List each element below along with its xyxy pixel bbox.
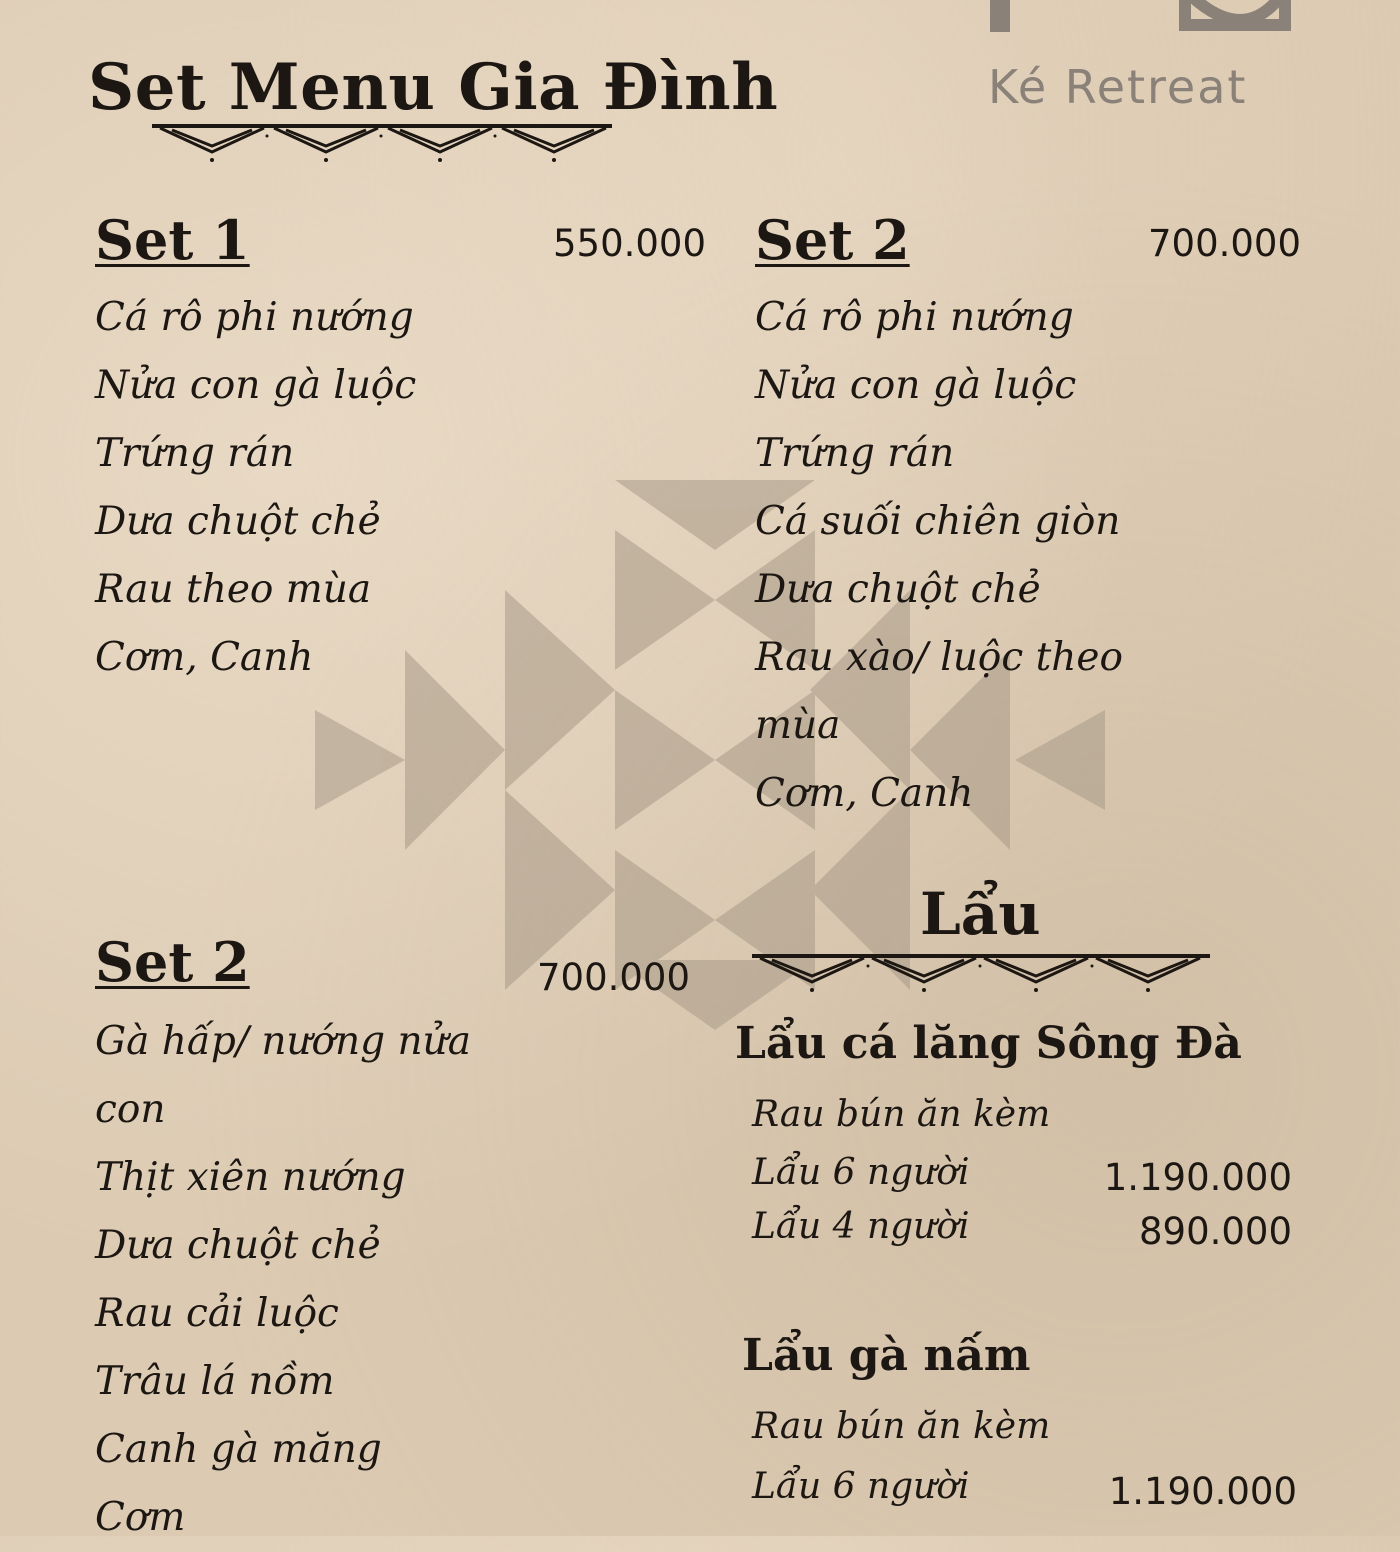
list-item: Rau xào/ luộc theo xyxy=(755,635,1123,680)
tribal-border-lau xyxy=(752,952,1210,998)
list-item: Dưa chuột chẻ xyxy=(95,1223,381,1268)
list-item: Rau cải luộc xyxy=(95,1291,339,1336)
lau-option-price: 1.190.000 xyxy=(1103,1156,1292,1199)
lau-option-label: Lẩu 4 người xyxy=(752,1206,970,1247)
set-1-items xyxy=(95,284,416,692)
list-item: Trứng rán xyxy=(755,431,955,476)
lau-option-row xyxy=(752,1466,1297,1520)
list-item: Cá suối chiên giòn xyxy=(755,499,1121,544)
list-item: Cơm, Canh xyxy=(95,635,314,680)
list-item: con xyxy=(95,1087,166,1132)
set-1-section xyxy=(95,208,250,272)
list-item: Dưa chuột chẻ xyxy=(755,567,1041,612)
tribal-border-title xyxy=(152,122,612,168)
list-item: Nửa con gà luộc xyxy=(95,363,417,408)
lau-option-label: Lẩu 6 người xyxy=(752,1466,970,1507)
set-1-price: 550.000 xyxy=(553,222,707,265)
ke-retreat-logo-icon xyxy=(985,0,1295,42)
lau-option-row xyxy=(752,1152,1292,1206)
list-item: Trâu lá nồm xyxy=(95,1359,335,1404)
lau-option-price: 890.000 xyxy=(1138,1210,1292,1253)
set-2-section xyxy=(755,208,910,272)
list-item: Canh gà măng xyxy=(95,1427,382,1472)
lau-option-label: Lẩu 6 người xyxy=(752,1152,970,1193)
list-item: Dưa chuột chẻ xyxy=(95,499,381,544)
list-item: Cơm, Canh xyxy=(755,771,974,816)
list-item: Cá rô phi nướng xyxy=(755,295,1074,340)
page-title: Set Menu Gia Đình xyxy=(88,50,779,125)
list-item: Nửa con gà luộc xyxy=(755,363,1077,408)
set-3-price: 700.000 xyxy=(537,956,691,999)
list-item: Rau theo mùa xyxy=(95,567,372,612)
set-2-price: 700.000 xyxy=(1148,222,1302,265)
set-title: Set 2 xyxy=(755,208,910,272)
lau-section-title: Lẩu xyxy=(920,880,1041,948)
set-title: Set 1 xyxy=(95,208,250,272)
logo-text: Ké Retreat xyxy=(988,60,1248,114)
lau-dish-side: Rau bún ăn kèm xyxy=(752,1094,1051,1135)
lau-option-row xyxy=(752,1206,1292,1260)
set-3-section xyxy=(95,930,250,994)
lau-dish-name: Lẩu cá lăng Sông Đà xyxy=(735,1018,1242,1069)
list-item: Cá rô phi nướng xyxy=(95,295,414,340)
lau-dish-name: Lẩu gà nấm xyxy=(742,1330,1031,1381)
set-title: Set 2 xyxy=(95,930,250,994)
set-2-items xyxy=(755,284,1123,828)
lau-option-price: 1.190.000 xyxy=(1108,1470,1297,1513)
list-item: Trứng rán xyxy=(95,431,295,476)
list-item: Thịt xiên nướng xyxy=(95,1155,406,1200)
list-item: Gà hấp/ nướng nửa xyxy=(95,1019,472,1064)
list-item: mùa xyxy=(755,703,841,748)
list-item: Cơm xyxy=(95,1495,186,1540)
lau-dish-side: Rau bún ăn kèm xyxy=(752,1406,1051,1447)
set-3-items xyxy=(95,1008,471,1552)
